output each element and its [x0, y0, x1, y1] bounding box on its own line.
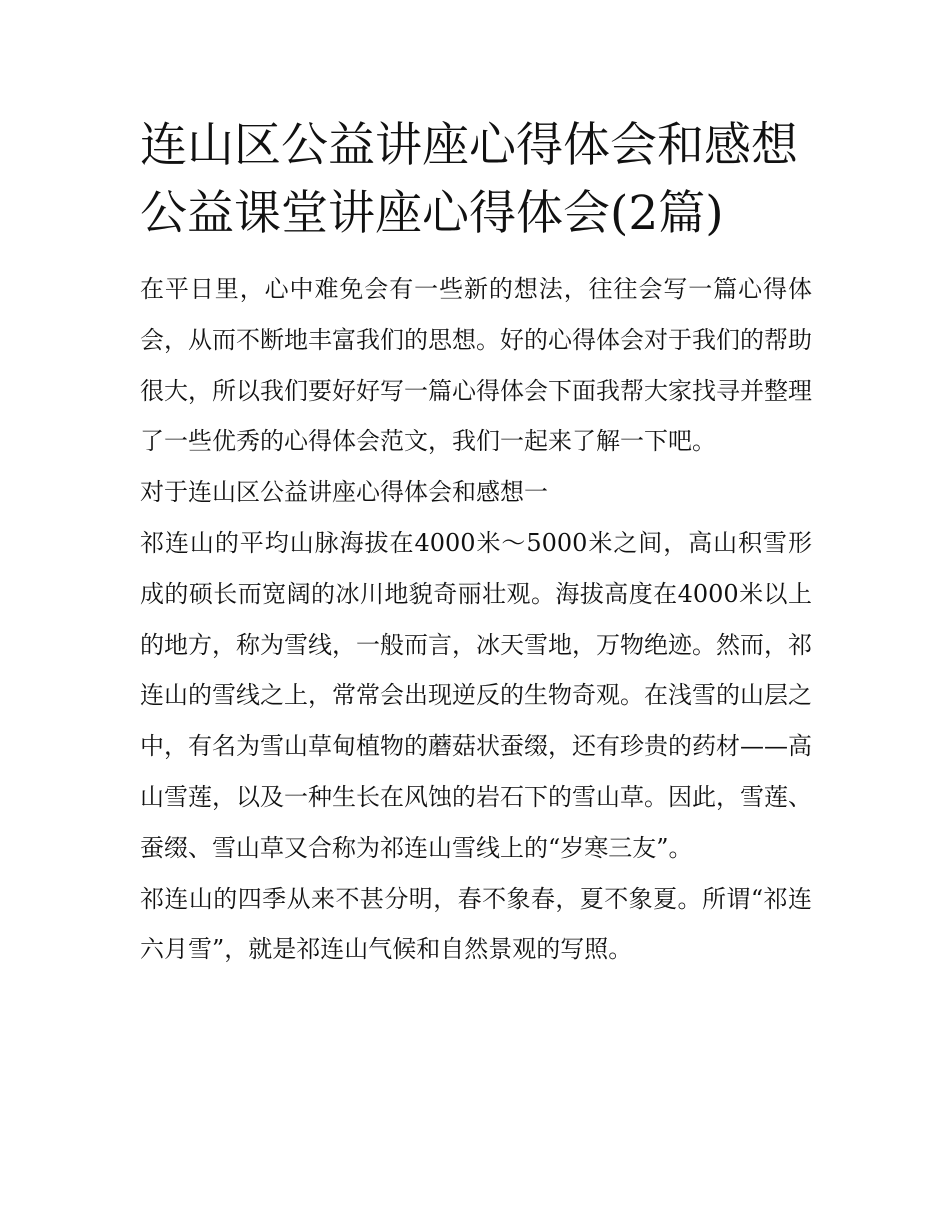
- body-paragraph: 祁连山的四季从来不甚分明，春不象春，夏不象夏。所谓“祁连六月雪”，就是祁连山气候和自然景观的写照。: [140, 884, 812, 964]
- body-paragraph: 祁连山的平均山脉海拔在4000米～5000米之间，高山积雪形成的硕长而宽阔的冰川地貌奇丽壮观。海拔高度在4000米以上的地方，称为雪线，一般而言，冰天雪地，万物绝迹。然而，祁连山的雪线之上，常常会出现逆反的生物奇观。在浅雪的山层之中，有名为雪山草甸植物的蘑菇状蚕缀，还有珍贵的药材——高山雪莲，以及一种生长在风蚀的岩石下的雪山草。因此，雪莲、蚕缀、雪山草又合称为祁连山雪线上的“岁寒三友”。: [140, 528, 812, 862]
- intro-paragraph: 在平日里，心中难免会有一些新的想法，往往会写一篇心得体会，从而不断地丰富我们的思想。好的心得体会对于我们的帮助很大，所以我们要好好写一篇心得体会下面我帮大家找寻并整理了一些优秀的心得体会范文，我们一起来了解一下吧。: [140, 275, 812, 456]
- document-title: 连山区公益讲座心得体会和感想 公益课堂讲座心得体会(2篇): [140, 118, 798, 241]
- document-page: [140, 112, 812, 975]
- section-heading: 对于连山区公益讲座心得体会和感想一: [140, 478, 548, 507]
